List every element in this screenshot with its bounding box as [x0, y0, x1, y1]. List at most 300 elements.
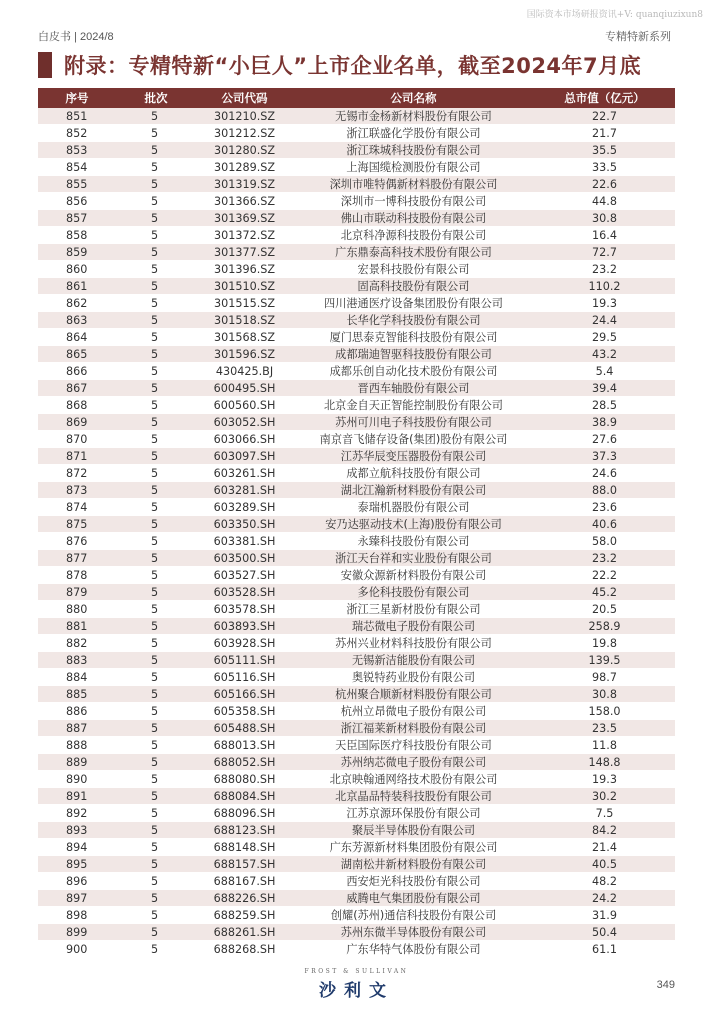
row-company-name: 奥锐特药业股份有限公司	[293, 669, 534, 686]
row-company-name: 深圳市唯特偶新材料股份有限公司	[293, 176, 534, 193]
row-company-name: 上海国缆检测股份有限公司	[293, 159, 534, 176]
table-row	[38, 295, 675, 312]
row-code: 603289.SH	[196, 499, 293, 516]
row-seq: 855	[38, 176, 116, 193]
row-company-name: 瑞芯微电子股份有限公司	[293, 618, 534, 635]
row-company-name: 聚辰半导体股份有限公司	[293, 822, 534, 839]
header-right-label: 专精特新系列	[605, 31, 671, 43]
row-company-name: 杭州聚合顺新材料股份有限公司	[293, 686, 534, 703]
row-company-name: 成都立航科技股份有限公司	[293, 465, 534, 482]
row-seq: 893	[38, 822, 116, 839]
row-code: 430425.BJ	[196, 363, 293, 380]
row-market-cap: 88.0	[534, 482, 675, 499]
table-row	[38, 720, 675, 737]
row-code: 301319.SZ	[196, 176, 293, 193]
row-code: 603281.SH	[196, 482, 293, 499]
row-batch: 5	[116, 839, 196, 856]
row-seq: 856	[38, 193, 116, 210]
row-batch: 5	[116, 924, 196, 941]
row-seq: 896	[38, 873, 116, 890]
table-row	[38, 839, 675, 856]
row-company-name: 西安炬光科技股份有限公司	[293, 873, 534, 890]
row-code: 301366.SZ	[196, 193, 293, 210]
row-batch: 5	[116, 584, 196, 601]
row-code: 301212.SZ	[196, 125, 293, 142]
row-code: 605358.SH	[196, 703, 293, 720]
row-code: 603928.SH	[196, 635, 293, 652]
row-code: 603052.SH	[196, 414, 293, 431]
row-code: 688226.SH	[196, 890, 293, 907]
row-batch: 5	[116, 465, 196, 482]
page-number: 349	[656, 979, 675, 991]
column-header-name: 公司名称	[293, 88, 534, 108]
row-batch: 5	[116, 227, 196, 244]
row-code: 603097.SH	[196, 448, 293, 465]
row-batch: 5	[116, 312, 196, 329]
table-row	[38, 533, 675, 550]
row-seq: 880	[38, 601, 116, 618]
row-batch: 5	[116, 601, 196, 618]
row-seq: 875	[38, 516, 116, 533]
row-company-name: 成都瑞迪智驱科技股份有限公司	[293, 346, 534, 363]
row-market-cap: 58.0	[534, 533, 675, 550]
row-market-cap: 72.7	[534, 244, 675, 261]
row-company-name: 湖南松井新材料股份有限公司	[293, 856, 534, 873]
table-row	[38, 788, 675, 805]
row-batch: 5	[116, 363, 196, 380]
row-company-name: 广东芳源新材料集团股份有限公司	[293, 839, 534, 856]
frost-sullivan-logo	[0, 968, 713, 1001]
table-row	[38, 363, 675, 380]
row-code: 603578.SH	[196, 601, 293, 618]
row-market-cap: 158.0	[534, 703, 675, 720]
row-code: 301596.SZ	[196, 346, 293, 363]
row-batch: 5	[116, 907, 196, 924]
row-market-cap: 24.2	[534, 890, 675, 907]
row-market-cap: 11.8	[534, 737, 675, 754]
row-batch: 5	[116, 873, 196, 890]
watermark-text: 国际资本市场研报资讯+V: quanqiuzixun8	[526, 10, 703, 20]
row-code: 603381.SH	[196, 533, 293, 550]
row-batch: 5	[116, 261, 196, 278]
table-row	[38, 873, 675, 890]
row-seq: 869	[38, 414, 116, 431]
row-seq: 890	[38, 771, 116, 788]
row-company-name: 苏州可川电子科技股份有限公司	[293, 414, 534, 431]
row-market-cap: 29.5	[534, 329, 675, 346]
row-company-name: 永臻科技股份有限公司	[293, 533, 534, 550]
row-batch: 5	[116, 278, 196, 295]
column-header-code: 公司代码	[196, 88, 293, 108]
row-seq: 854	[38, 159, 116, 176]
row-batch: 5	[116, 533, 196, 550]
row-batch: 5	[116, 822, 196, 839]
row-seq: 864	[38, 329, 116, 346]
row-market-cap: 33.5	[534, 159, 675, 176]
row-code: 605111.SH	[196, 652, 293, 669]
row-batch: 5	[116, 669, 196, 686]
row-market-cap: 27.6	[534, 431, 675, 448]
row-seq: 897	[38, 890, 116, 907]
row-batch: 5	[116, 941, 196, 958]
table-row	[38, 448, 675, 465]
row-seq: 868	[38, 397, 116, 414]
row-code: 301289.SZ	[196, 159, 293, 176]
column-header-batch: 批次	[116, 88, 196, 108]
row-seq: 885	[38, 686, 116, 703]
table-row	[38, 822, 675, 839]
row-batch: 5	[116, 771, 196, 788]
row-market-cap: 21.7	[534, 125, 675, 142]
row-batch: 5	[116, 499, 196, 516]
row-batch: 5	[116, 210, 196, 227]
row-company-name: 浙江天台祥和实业股份有限公司	[293, 550, 534, 567]
row-batch: 5	[116, 397, 196, 414]
row-seq: 892	[38, 805, 116, 822]
table-row	[38, 924, 675, 941]
row-code: 603261.SH	[196, 465, 293, 482]
table-row	[38, 584, 675, 601]
row-market-cap: 35.5	[534, 142, 675, 159]
table-row	[38, 244, 675, 261]
row-company-name: 苏州东微半导体股份有限公司	[293, 924, 534, 941]
row-batch: 5	[116, 550, 196, 567]
row-market-cap: 23.6	[534, 499, 675, 516]
row-code: 688052.SH	[196, 754, 293, 771]
row-market-cap: 50.4	[534, 924, 675, 941]
row-batch: 5	[116, 856, 196, 873]
row-company-name: 厦门思泰克智能科技股份有限公司	[293, 329, 534, 346]
row-market-cap: 30.8	[534, 686, 675, 703]
row-company-name: 成都乐创自动化技术股份有限公司	[293, 363, 534, 380]
row-batch: 5	[116, 516, 196, 533]
row-seq: 867	[38, 380, 116, 397]
table-row	[38, 397, 675, 414]
row-seq: 894	[38, 839, 116, 856]
table-row	[38, 261, 675, 278]
row-code: 688148.SH	[196, 839, 293, 856]
row-batch: 5	[116, 244, 196, 261]
table-row	[38, 193, 675, 210]
row-company-name: 固高科技股份有限公司	[293, 278, 534, 295]
table-row	[38, 125, 675, 142]
row-seq: 878	[38, 567, 116, 584]
row-batch: 5	[116, 142, 196, 159]
company-table	[38, 88, 675, 958]
row-batch: 5	[116, 176, 196, 193]
row-market-cap: 43.2	[534, 346, 675, 363]
row-company-name: 苏州纳芯微电子股份有限公司	[293, 754, 534, 771]
row-seq: 853	[38, 142, 116, 159]
table-row	[38, 856, 675, 873]
table-row	[38, 550, 675, 567]
row-seq: 900	[38, 941, 116, 958]
row-seq: 888	[38, 737, 116, 754]
row-market-cap: 31.9	[534, 907, 675, 924]
row-market-cap: 110.2	[534, 278, 675, 295]
row-company-name: 北京科净源科技股份有限公司	[293, 227, 534, 244]
row-batch: 5	[116, 805, 196, 822]
row-company-name: 晋西车轴股份有限公司	[293, 380, 534, 397]
title-accent-bar	[38, 52, 52, 78]
row-company-name: 浙江福莱新材料股份有限公司	[293, 720, 534, 737]
row-seq: 884	[38, 669, 116, 686]
row-batch: 5	[116, 329, 196, 346]
table-row	[38, 312, 675, 329]
table-body	[38, 108, 675, 958]
row-code: 600495.SH	[196, 380, 293, 397]
row-market-cap: 5.4	[534, 363, 675, 380]
row-market-cap: 28.5	[534, 397, 675, 414]
row-market-cap: 19.3	[534, 295, 675, 312]
table-row	[38, 618, 675, 635]
table-row	[38, 601, 675, 618]
row-batch: 5	[116, 414, 196, 431]
row-market-cap: 20.5	[534, 601, 675, 618]
table-row	[38, 108, 675, 125]
row-code: 688084.SH	[196, 788, 293, 805]
row-company-name: 南京音飞储存设备(集团)股份有限公司	[293, 431, 534, 448]
row-market-cap: 38.9	[534, 414, 675, 431]
row-batch: 5	[116, 703, 196, 720]
row-seq: 882	[38, 635, 116, 652]
row-code: 301372.SZ	[196, 227, 293, 244]
table-row	[38, 159, 675, 176]
row-code: 301515.SZ	[196, 295, 293, 312]
row-seq: 891	[38, 788, 116, 805]
row-batch: 5	[116, 108, 196, 125]
row-company-name: 安徽众源新材料股份有限公司	[293, 567, 534, 584]
row-seq: 872	[38, 465, 116, 482]
table-row	[38, 482, 675, 499]
row-code: 603500.SH	[196, 550, 293, 567]
table-row	[38, 227, 675, 244]
table-row	[38, 329, 675, 346]
row-company-name: 北京映翰通网络技术股份有限公司	[293, 771, 534, 788]
row-batch: 5	[116, 482, 196, 499]
table-row	[38, 431, 675, 448]
row-seq: 879	[38, 584, 116, 601]
table-row	[38, 346, 675, 363]
table-row	[38, 142, 675, 159]
row-company-name: 湖北江瀚新材料股份有限公司	[293, 482, 534, 499]
row-market-cap: 30.8	[534, 210, 675, 227]
row-code: 605116.SH	[196, 669, 293, 686]
row-market-cap: 19.8	[534, 635, 675, 652]
row-batch: 5	[116, 720, 196, 737]
row-batch: 5	[116, 737, 196, 754]
row-seq: 873	[38, 482, 116, 499]
row-company-name: 无锡市金杨新材料股份有限公司	[293, 108, 534, 125]
row-code: 688167.SH	[196, 873, 293, 890]
row-company-name: 浙江联盛化学股份有限公司	[293, 125, 534, 142]
row-market-cap: 24.6	[534, 465, 675, 482]
column-header-market-cap: 总市值（亿元）	[534, 88, 675, 108]
row-code: 688096.SH	[196, 805, 293, 822]
row-company-name: 多伦科技股份有限公司	[293, 584, 534, 601]
row-seq: 859	[38, 244, 116, 261]
row-code: 301377.SZ	[196, 244, 293, 261]
table-row	[38, 737, 675, 754]
row-code: 301510.SZ	[196, 278, 293, 295]
row-seq: 895	[38, 856, 116, 873]
row-market-cap: 23.2	[534, 261, 675, 278]
row-code: 600560.SH	[196, 397, 293, 414]
row-market-cap: 22.6	[534, 176, 675, 193]
row-code: 301396.SZ	[196, 261, 293, 278]
row-code: 688261.SH	[196, 924, 293, 941]
row-code: 301369.SZ	[196, 210, 293, 227]
table-row	[38, 686, 675, 703]
table-row	[38, 703, 675, 720]
row-code: 688080.SH	[196, 771, 293, 788]
table-row	[38, 414, 675, 431]
row-market-cap: 98.7	[534, 669, 675, 686]
column-header-seq: 序号	[38, 88, 116, 108]
row-seq: 870	[38, 431, 116, 448]
row-batch: 5	[116, 652, 196, 669]
table-header-row	[38, 88, 675, 108]
row-market-cap: 39.4	[534, 380, 675, 397]
row-market-cap: 258.9	[534, 618, 675, 635]
row-code: 603350.SH	[196, 516, 293, 533]
row-company-name: 天臣国际医疗科技股份有限公司	[293, 737, 534, 754]
row-batch: 5	[116, 380, 196, 397]
row-market-cap: 23.5	[534, 720, 675, 737]
row-seq: 883	[38, 652, 116, 669]
row-batch: 5	[116, 686, 196, 703]
row-company-name: 浙江珠城科技股份有限公司	[293, 142, 534, 159]
row-code: 688013.SH	[196, 737, 293, 754]
row-company-name: 威腾电气集团股份有限公司	[293, 890, 534, 907]
row-batch: 5	[116, 788, 196, 805]
row-market-cap: 84.2	[534, 822, 675, 839]
row-batch: 5	[116, 431, 196, 448]
row-market-cap: 44.8	[534, 193, 675, 210]
row-code: 603893.SH	[196, 618, 293, 635]
row-company-name: 广东鼎泰高科技术股份有限公司	[293, 244, 534, 261]
row-seq: 876	[38, 533, 116, 550]
row-code: 301210.SZ	[196, 108, 293, 125]
row-market-cap: 21.4	[534, 839, 675, 856]
logo-subtitle: FROST & SULLIVAN	[304, 968, 409, 975]
row-market-cap: 23.2	[534, 550, 675, 567]
row-market-cap: 16.4	[534, 227, 675, 244]
header-left-label: 白皮书 | 2024/8	[38, 31, 114, 43]
row-batch: 5	[116, 125, 196, 142]
row-seq: 851	[38, 108, 116, 125]
row-seq: 889	[38, 754, 116, 771]
table-row	[38, 890, 675, 907]
row-batch: 5	[116, 159, 196, 176]
row-company-name: 江苏华辰变压器股份有限公司	[293, 448, 534, 465]
row-market-cap: 37.3	[534, 448, 675, 465]
row-company-name: 江苏京源环保股份有限公司	[293, 805, 534, 822]
row-seq: 871	[38, 448, 116, 465]
table-row	[38, 635, 675, 652]
row-company-name: 无锡新洁能股份有限公司	[293, 652, 534, 669]
row-seq: 861	[38, 278, 116, 295]
row-company-name: 泰瑞机器股份有限公司	[293, 499, 534, 516]
table-row	[38, 278, 675, 295]
row-seq: 866	[38, 363, 116, 380]
table-row	[38, 771, 675, 788]
row-market-cap: 48.2	[534, 873, 675, 890]
row-batch: 5	[116, 635, 196, 652]
table-row	[38, 465, 675, 482]
page-title: 附录：专精特新“小巨人”上市企业名单，截至2024年7月底	[64, 54, 642, 78]
row-code: 603066.SH	[196, 431, 293, 448]
row-company-name: 宏景科技股份有限公司	[293, 261, 534, 278]
row-code: 603528.SH	[196, 584, 293, 601]
row-company-name: 杭州立昂微电子股份有限公司	[293, 703, 534, 720]
row-seq: 877	[38, 550, 116, 567]
row-seq: 881	[38, 618, 116, 635]
row-seq: 862	[38, 295, 116, 312]
row-batch: 5	[116, 890, 196, 907]
row-code: 301568.SZ	[196, 329, 293, 346]
row-batch: 5	[116, 448, 196, 465]
row-market-cap: 24.4	[534, 312, 675, 329]
row-code: 605166.SH	[196, 686, 293, 703]
row-code: 688123.SH	[196, 822, 293, 839]
row-code: 301518.SZ	[196, 312, 293, 329]
table-row	[38, 652, 675, 669]
table-row	[38, 380, 675, 397]
row-market-cap: 40.6	[534, 516, 675, 533]
row-batch: 5	[116, 618, 196, 635]
row-seq: 899	[38, 924, 116, 941]
row-company-name: 安乃达驱动技术(上海)股份有限公司	[293, 516, 534, 533]
row-company-name: 苏州兴业材料科技股份有限公司	[293, 635, 534, 652]
title-block	[38, 50, 675, 80]
table-row	[38, 754, 675, 771]
row-company-name: 深圳市一博科技股份有限公司	[293, 193, 534, 210]
row-seq: 886	[38, 703, 116, 720]
row-batch: 5	[116, 567, 196, 584]
table-row	[38, 176, 675, 193]
row-seq: 860	[38, 261, 116, 278]
table-row	[38, 499, 675, 516]
row-code: 688157.SH	[196, 856, 293, 873]
row-code: 688259.SH	[196, 907, 293, 924]
row-market-cap: 30.2	[534, 788, 675, 805]
table-row	[38, 805, 675, 822]
row-company-name: 四川港通医疗设备集团股份有限公司	[293, 295, 534, 312]
row-market-cap: 40.5	[534, 856, 675, 873]
row-market-cap: 7.5	[534, 805, 675, 822]
table-row	[38, 516, 675, 533]
row-market-cap: 139.5	[534, 652, 675, 669]
row-company-name: 北京晶品特装科技股份有限公司	[293, 788, 534, 805]
row-market-cap: 22.7	[534, 108, 675, 125]
row-market-cap: 61.1	[534, 941, 675, 958]
row-seq: 857	[38, 210, 116, 227]
table-row	[38, 567, 675, 584]
row-market-cap: 19.3	[534, 771, 675, 788]
row-batch: 5	[116, 193, 196, 210]
table-row	[38, 210, 675, 227]
logo-title: 沙利文	[319, 981, 394, 1001]
row-seq: 874	[38, 499, 116, 516]
row-batch: 5	[116, 295, 196, 312]
row-seq: 865	[38, 346, 116, 363]
row-seq: 887	[38, 720, 116, 737]
row-seq: 858	[38, 227, 116, 244]
row-company-name: 广东华特气体股份有限公司	[293, 941, 534, 958]
row-market-cap: 22.2	[534, 567, 675, 584]
table-row	[38, 941, 675, 958]
